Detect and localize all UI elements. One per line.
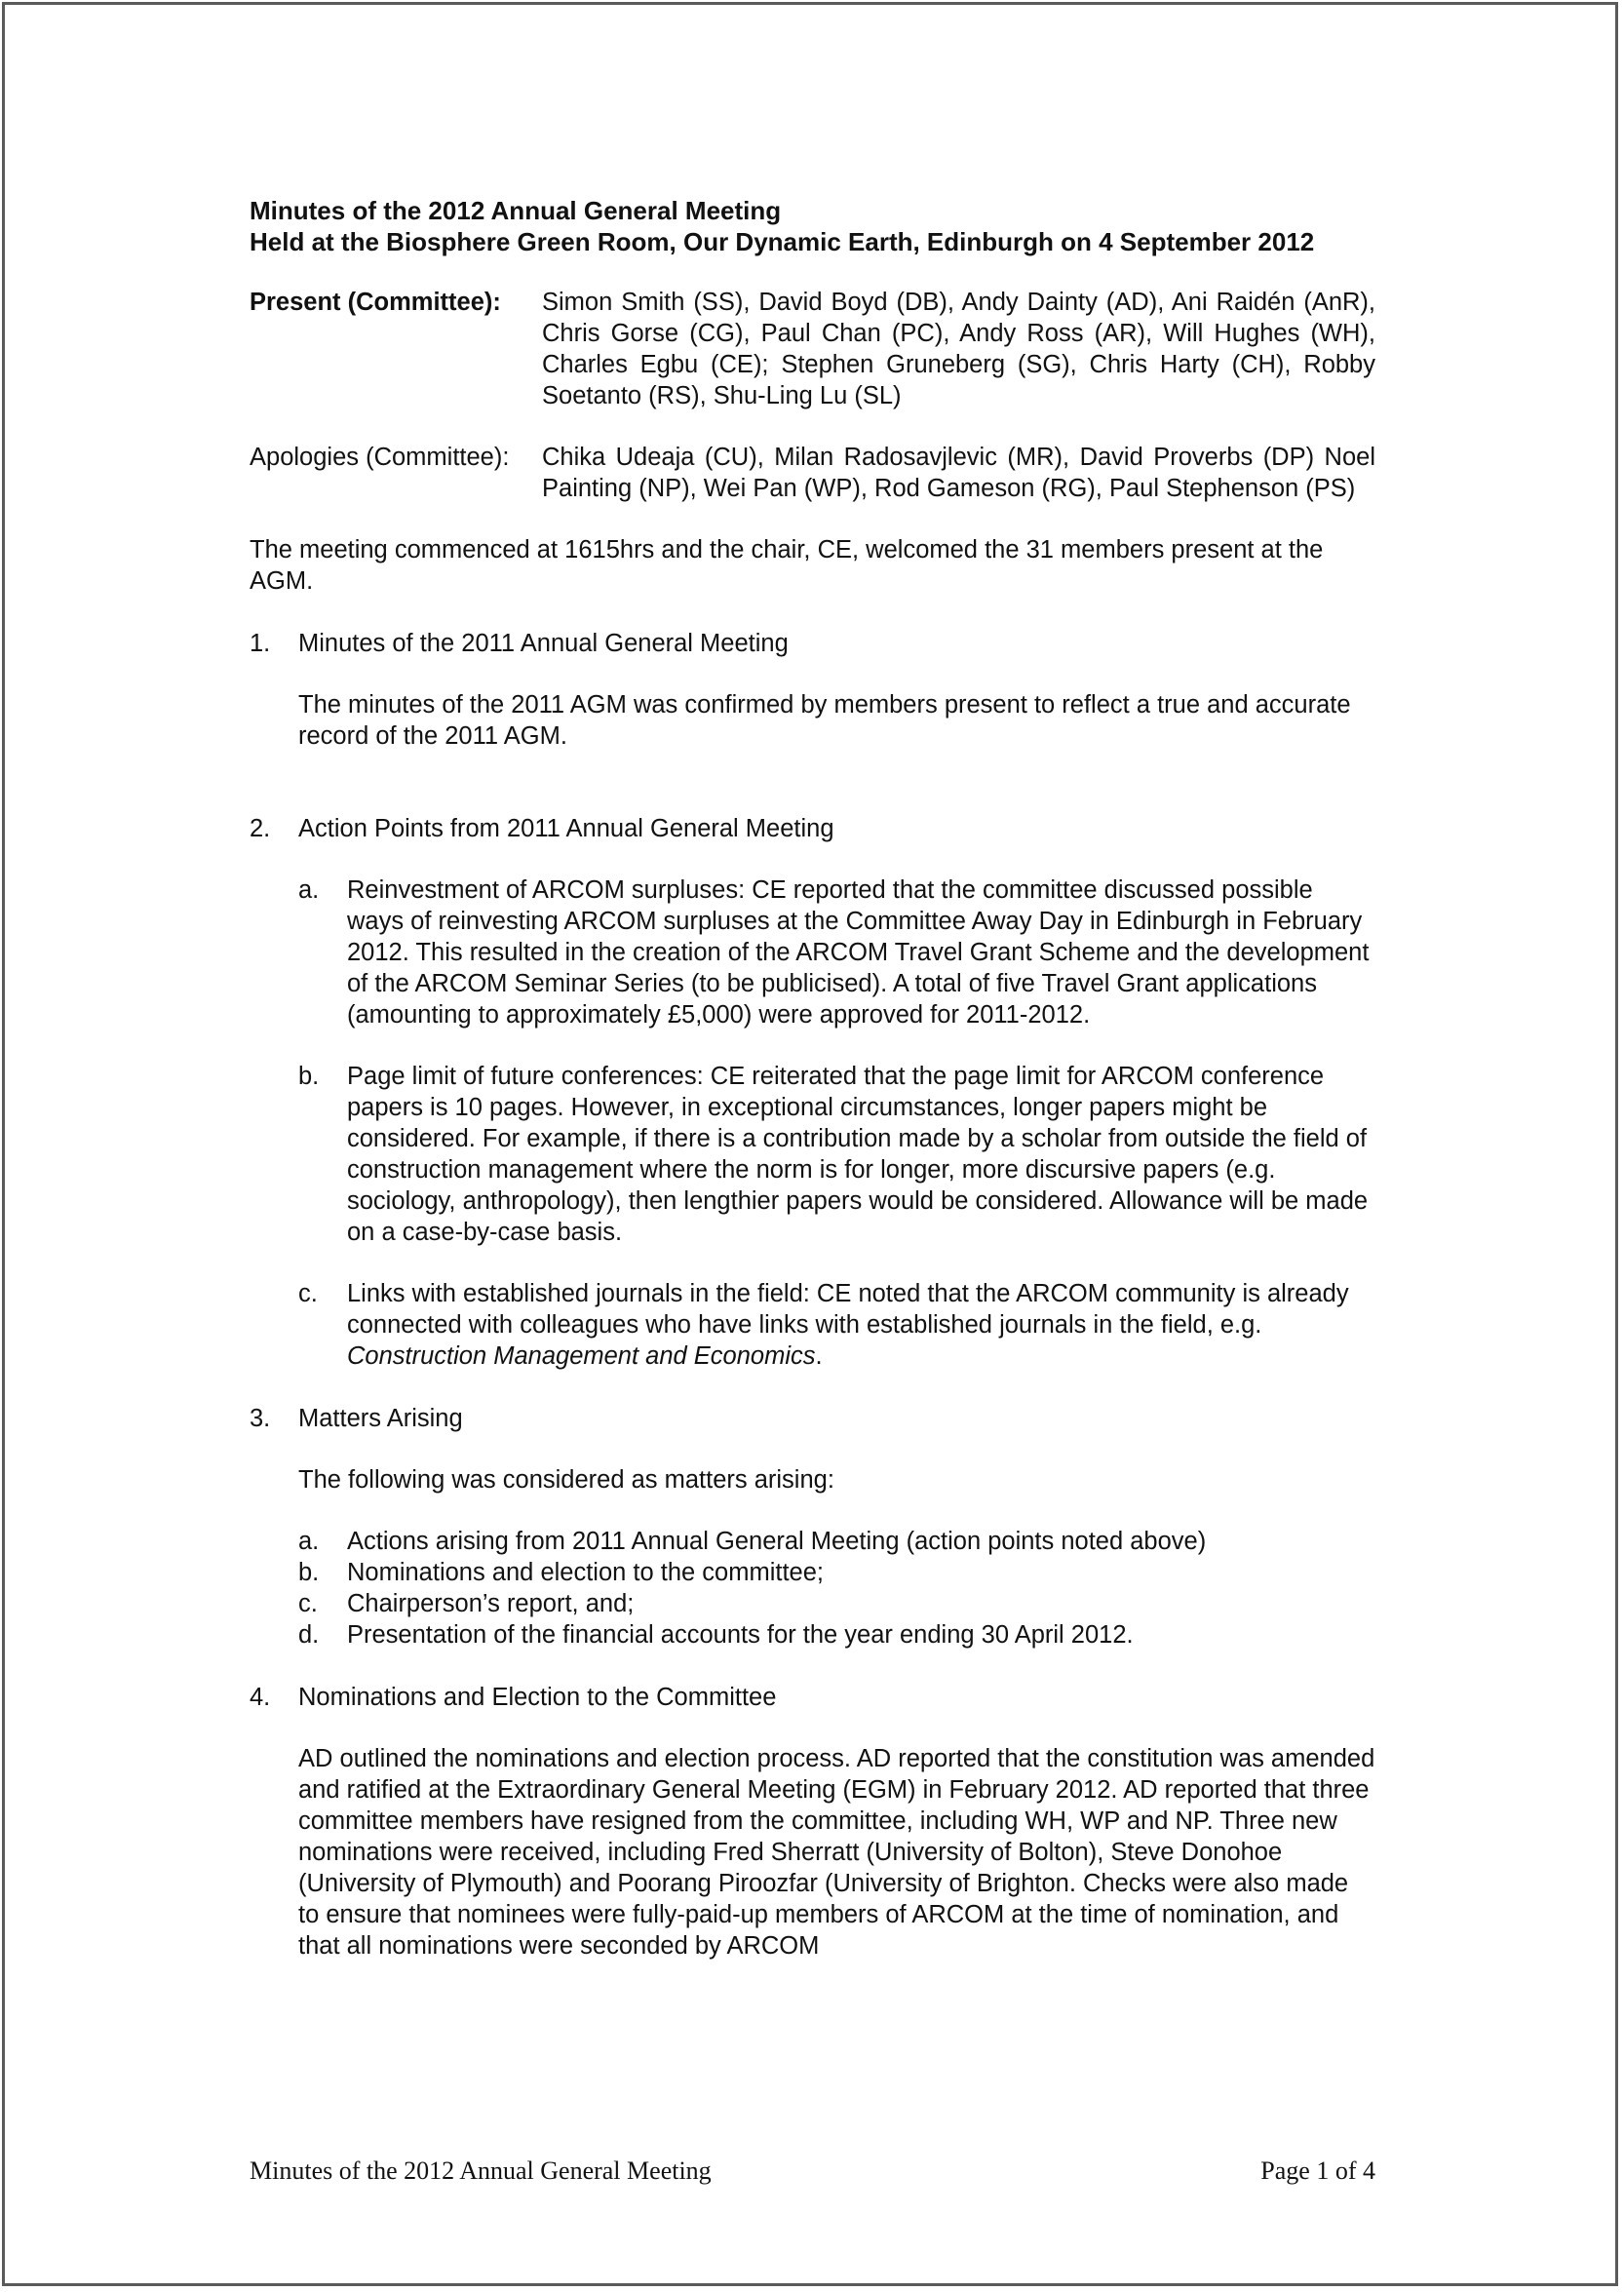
item-letter: a.	[298, 876, 320, 904]
item-letter: c.	[298, 1280, 318, 1307]
list-item	[298, 1588, 1375, 1619]
section-4-heading	[250, 1682, 1375, 1713]
item-text: Actions arising from 2011 Annual General Meeting (action points noted above)	[347, 1528, 1207, 1555]
section-3-heading	[250, 1403, 1375, 1434]
page-footer	[250, 2156, 1375, 2186]
item-letter: a.	[298, 1528, 320, 1555]
present-names: Simon Smith (SS), David Boyd (DB), Andy Dainty (AD), Ani Raidén (AnR), Chris Gorse (CG), Paul Chan (PC), Andy Ross (AR), Will Hughes (WH), Charles Egbu (CE); Stephen Gruneberg (SG), Chris Harty (CH), Robby Soetanto (RS), Shu-Ling Lu (SL)	[542, 289, 1375, 409]
item-letter: c.	[298, 1590, 318, 1617]
item-text: Presentation of the financial accounts for the year ending 30 April 2012.	[347, 1621, 1134, 1649]
section-title: Minutes of the 2011 Annual General Meeting	[298, 630, 789, 657]
document-body	[250, 195, 1375, 1962]
apologies-committee	[250, 442, 1375, 504]
item-text-tail: .	[815, 1342, 823, 1370]
item-text: Page limit of future conferences: CE reiterated that the page limit for ARCOM conference papers is 10 pages. However, in exceptional circumstances, longer papers might be considered. For example, if there is a contribution made by a scholar from outside the field of construction management where the norm is for longer, more discursive papers (e.g. sociology, anthropology), then lengthier papers would be considered. Allowance will be made on a case-by-case basis.	[347, 1063, 1369, 1246]
list-item	[298, 1061, 1375, 1248]
section-1-body: The minutes of the 2011 AGM was confirmed by members present to reflect a true and accurate record of the 2011 AGM.	[298, 691, 1351, 750]
section-number: 1.	[250, 630, 271, 657]
intro-paragraph: The meeting commenced at 1615hrs and the chair, CE, welcomed the 31 members present at the AGM.	[250, 536, 1324, 595]
list-item	[298, 1619, 1375, 1651]
title-line-2: Held at the Biosphere Green Room, Our Dynamic Earth, Edinburgh on 4 September 2012	[250, 227, 1315, 256]
section-number: 2.	[250, 815, 271, 842]
list-item	[298, 874, 1375, 1030]
item-letter: d.	[298, 1621, 320, 1649]
journal-title: Construction Management and Economics	[347, 1342, 816, 1370]
item-text: Nominations and election to the committee;	[347, 1559, 825, 1586]
apologies-label: Apologies (Committee):	[250, 444, 510, 471]
present-label: Present (Committee):	[250, 289, 501, 316]
item-text-lead: Links with established journals in the field: CE noted that the ARCOM community is already connected with colleagues who have links with established journals in the field, e.g.	[347, 1280, 1349, 1339]
list-item	[298, 1278, 1375, 1372]
item-text	[347, 1278, 1375, 1372]
section-title: Matters Arising	[298, 1405, 463, 1432]
present-committee	[250, 287, 1375, 411]
section-title: Action Points from 2011 Annual General Meeting	[298, 815, 834, 842]
item-letter: b.	[298, 1063, 320, 1090]
item-letter: b.	[298, 1559, 320, 1586]
section-2-items	[298, 874, 1375, 1372]
section-number: 3.	[250, 1405, 271, 1432]
section-4-body: AD outlined the nominations and election process. AD reported that the constitution was amended and ratified at the Extraordinary General Meeting (EGM) in February 2012. AD reported that three committee members have resigned from the committee, including WH, WP and NP. Three new nominations were received, including Fred Sherratt (University of Bolton), Steve Donohoe (University of Plymouth) and Poorang Piroozfar (University of Brighton. Checks were also made to ensure that nominees were fully-paid-up members of ARCOM at the time of nomination, and that all nominations were seconded by ARCOM	[298, 1745, 1375, 1960]
item-text: Chairperson’s report, and;	[347, 1590, 635, 1617]
page-number: Page 1 of 4	[1260, 2156, 1375, 2185]
item-text: Reinvestment of ARCOM surpluses: CE reported that the committee discussed possible ways of reinvesting ARCOM surpluses at the Committee Away Day in Edinburgh in February 2012. This resulted in the creation of the ARCOM Travel Grant Scheme and the development of the ARCOM Seminar Series (to be publicised). A total of five Travel Grant applications (amounting to approximately £5,000) were approved for 2011-2012.	[347, 876, 1370, 1029]
section-3-intro: The following was considered as matters arising:	[298, 1466, 834, 1494]
page-title	[250, 195, 1375, 257]
apologies-names: Chika Udeaja (CU), Milan Radosavjlevic (MR), David Proverbs (DP) Noel Painting (NP), Wei Pan (WP), Rod Gameson (RG), Paul Stephenson (PS)	[542, 444, 1375, 502]
section-title: Nominations and Election to the Committee	[298, 1684, 777, 1711]
section-number: 4.	[250, 1684, 271, 1711]
section-2-heading	[250, 813, 1375, 844]
section-1-heading	[250, 628, 1375, 659]
title-line-1: Minutes of the 2012 Annual General Meeting	[250, 196, 782, 225]
list-item	[298, 1557, 1375, 1588]
section-3-items	[298, 1526, 1375, 1651]
list-item	[298, 1526, 1375, 1557]
footer-title: Minutes of the 2012 Annual General Meeting	[250, 2156, 712, 2185]
